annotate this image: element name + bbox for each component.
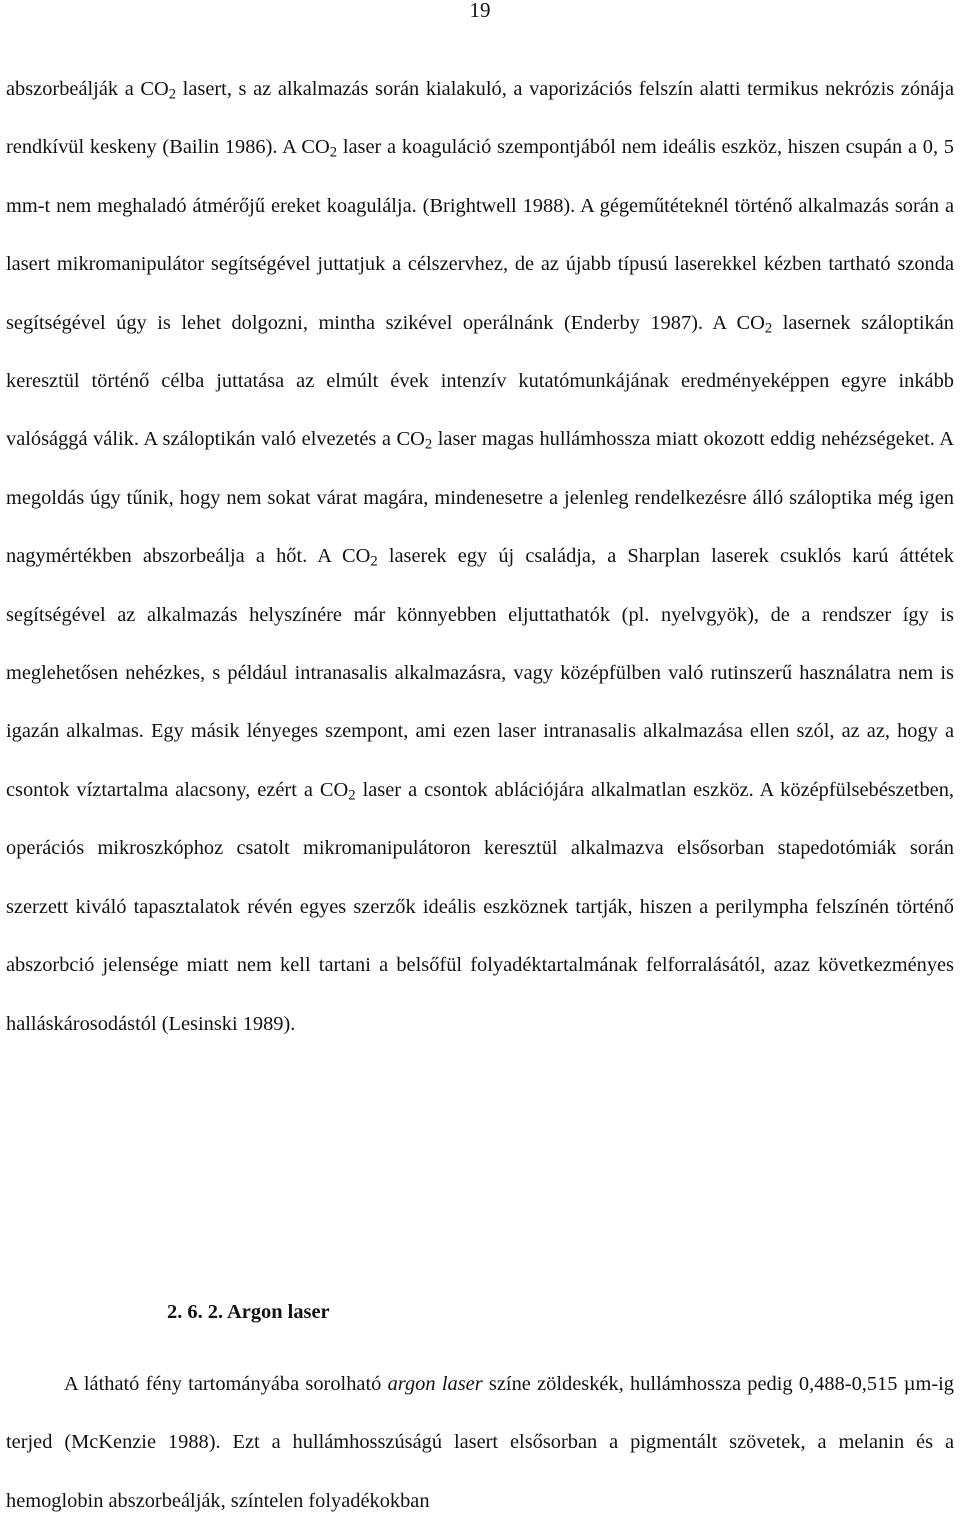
- text-run: laser a csontok ablációjára alkalmatlan eszköz. A középfülsebészetben, operációs mikroszkóphoz csatolt mikromanipulátoron keresztül alkalmazva elsősorban stapedotómiák során szerzett kiváló tapasztalatok révén egyes szerzők ideális eszköznek tartják, hiszen a perilympha felszínén történő abszorbció jelensége miatt nem kell tartani a belsőfül folyadéktartalmának felforralásától, azaz következményes halláskárosodástól (Lesinski 1989).: [6, 778, 954, 1035]
- text-run: laserek egy új családja, a Sharplan laserek csuklós karú áttétek segítségével az alkalmazás helyszínére már könnyebben eljuttathatók (pl. nyelvgyök), de a rendszer így is meglehetősen nehézkes, s például intranasalis alkalmazásra, vagy középfülben való rutinszerű használatra nem is igazán alkalmas. Egy másik lényeges szempont, ami ezen laser intranasalis alkalmazása ellen szól, az az, hogy a csontok víztartalma alacsony, ezért a CO: [6, 545, 954, 801]
- body-paragraph-1: [6, 60, 954, 1053]
- text-run: laser magas hullámhossza miatt okozott eddig nehézségeket. A megoldás úgy tűnik, hogy nem sokat várat magára, mindenesetre a jelenleg rendelkezésre álló száloptika még igen nagymértékben abszorbeálja a hőt. A CO: [6, 428, 955, 568]
- section-heading: 2. 6. 2. Argon laser: [167, 1301, 330, 1323]
- text-run: abszorbeálják a CO: [6, 78, 169, 100]
- text-run: lasert, s az alkalmazás során kialakuló, a vaporizációs felszín alatti termikus nekrózis zónája rendkívül keskeny (Bailin 1986). A CO: [6, 78, 954, 159]
- subscript: 2: [764, 320, 773, 337]
- subscript: 2: [329, 145, 338, 162]
- text-run: színe zöldeskék, hullámhossza pedig 0,488-0,515 µm-ig terjed (McKenzie 1988). Ezt a hullámhosszúságú lasert elsősorban a pigmentált szövetek, a melanin és a hemoglobin abszorbeálják, színtelen folyadékokban: [6, 1373, 954, 1512]
- subscript: 2: [168, 86, 177, 103]
- page-number: 19: [469, 0, 491, 22]
- subscript: 2: [424, 437, 433, 454]
- text-run: A látható fény tartományába sorolható: [64, 1373, 388, 1395]
- subscript: 2: [370, 553, 378, 570]
- body-paragraph-2: [6, 1355, 954, 1530]
- text-run: lasernek száloptikán keresztül történő célba juttatása az elmúlt évek intenzív kutatómunkájának eredményeképpen egyre inkább valósággá válik. A száloptikán való elvezetés a CO: [6, 311, 954, 451]
- emphasis-text: argon laser: [387, 1373, 483, 1395]
- subscript: 2: [348, 787, 356, 804]
- text-run: laser a koaguláció szempontjából nem ideális eszköz, hiszen csupán a 0, 5 mm-t nem meghaladó átmérőjű ereket koagulálja. (Brightwell 1988). A gégeműtéteknél történő alkalmazás során a lasert mikromanipulátor segítségével juttatjuk a célszervhez, de az újabb típusú laserekkel kézben tartható szonda segítségével úgy is lehet dolgozni, mintha szikével operálnánk (Enderby 1987). A CO: [6, 136, 954, 334]
